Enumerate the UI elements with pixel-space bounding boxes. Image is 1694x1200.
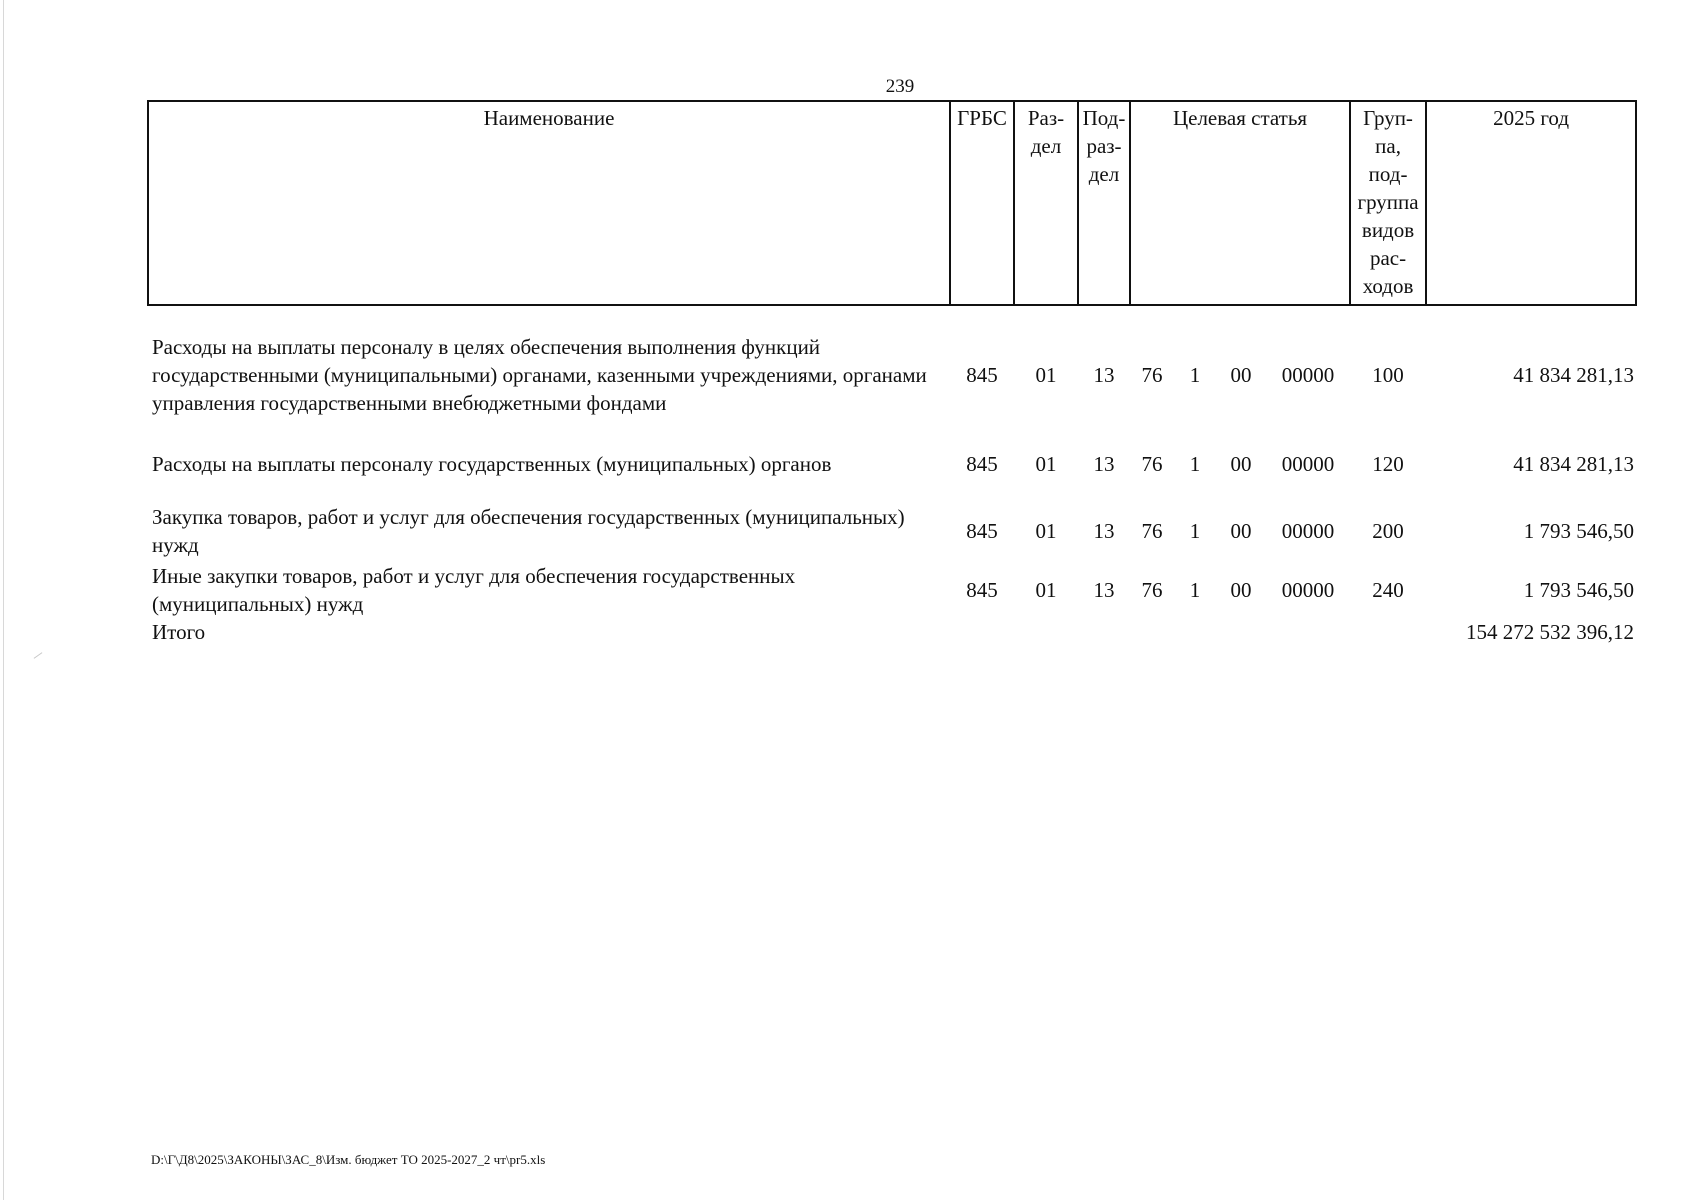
row-expense-group: 200	[1372, 519, 1404, 543]
row-grbs: 845	[966, 452, 998, 476]
page-number: 239	[885, 76, 915, 97]
row-target-direction: 00000	[1281, 452, 1335, 476]
row-grbs: 845	[966, 363, 998, 387]
row-target-direction: 00000	[1281, 519, 1335, 543]
row-expense-group: 100	[1372, 363, 1404, 387]
row-expense-group: 120	[1372, 452, 1404, 476]
row-target-program: 76	[1141, 578, 1163, 602]
scan-edge-line	[3, 0, 4, 1200]
row-target-event: 00	[1230, 363, 1252, 387]
row-target-event: 00	[1230, 578, 1252, 602]
row-name: Закупка товаров, работ и услуг для обеспечения государственных (муниципальных) нужд	[152, 505, 905, 557]
row-razdel: 01	[1035, 363, 1057, 387]
row-target-subprogram: 1	[1189, 519, 1201, 543]
row-target-event: 00	[1230, 519, 1252, 543]
row-amount: 1 793 546,50	[1523, 519, 1635, 543]
table-row	[148, 562, 1636, 618]
header-podrazdel: Под- раз- дел	[1078, 101, 1130, 305]
row-target-direction: 00000	[1281, 363, 1335, 387]
table-header-row	[148, 101, 1636, 305]
row-grbs: 845	[966, 578, 998, 602]
table-row	[148, 500, 1636, 562]
row-name: Расходы на выплаты персоналу в целях обеспечения выполнения функций государственными (муниципальными) органами, казенными учреждениями, органами управления государственными внебюджетными фондами	[152, 335, 927, 415]
header-target-article: Целевая статья	[1130, 101, 1350, 305]
budget-table	[147, 100, 1637, 646]
row-razdel: 01	[1035, 452, 1057, 476]
row-grbs: 845	[966, 519, 998, 543]
row-target-subprogram: 1	[1189, 578, 1201, 602]
row-target-program: 76	[1141, 519, 1163, 543]
total-row	[148, 618, 1636, 646]
row-target-program: 76	[1141, 452, 1163, 476]
row-razdel: 01	[1035, 519, 1057, 543]
row-target-program: 76	[1141, 363, 1163, 387]
table-row	[148, 322, 1636, 428]
row-amount: 1 793 546,50	[1523, 578, 1635, 602]
row-razdel: 01	[1035, 578, 1057, 602]
scan-mark	[34, 652, 43, 659]
row-target-subprogram: 1	[1189, 363, 1201, 387]
row-amount: 41 834 281,13	[1513, 363, 1635, 387]
row-amount: 41 834 281,13	[1513, 452, 1635, 476]
row-podrazdel: 13	[1093, 452, 1115, 476]
header-year: 2025 год	[1426, 101, 1636, 305]
row-target-event: 00	[1230, 452, 1252, 476]
row-name: Иные закупки товаров, работ и услуг для обеспечения государственных (муниципальных) нужд	[152, 564, 796, 616]
file-path-footer: D:\Г\Д8\2025\ЗАКОНЫ\ЗАС_8\Изм. бюджет ТО 2025-2027_2 чт\pr5.xls	[151, 1152, 546, 1167]
table-row	[148, 428, 1636, 500]
header-razdel: Раз- дел	[1014, 101, 1078, 305]
row-name: Расходы на выплаты персоналу государственных (муниципальных) органов	[152, 452, 832, 476]
header-grbs: ГРБС	[950, 101, 1014, 305]
row-podrazdel: 13	[1093, 519, 1115, 543]
row-target-direction: 00000	[1281, 578, 1335, 602]
row-expense-group: 240	[1372, 578, 1404, 602]
row-podrazdel: 13	[1093, 363, 1115, 387]
total-label: Итого	[152, 620, 206, 644]
total-amount: 154 272 532 396,12	[1466, 620, 1635, 644]
header-name: Наименование	[148, 101, 950, 305]
row-podrazdel: 13	[1093, 578, 1115, 602]
header-expense-group: Груп- па, под- группа видов рас- ходов	[1350, 101, 1426, 305]
row-target-subprogram: 1	[1189, 452, 1201, 476]
